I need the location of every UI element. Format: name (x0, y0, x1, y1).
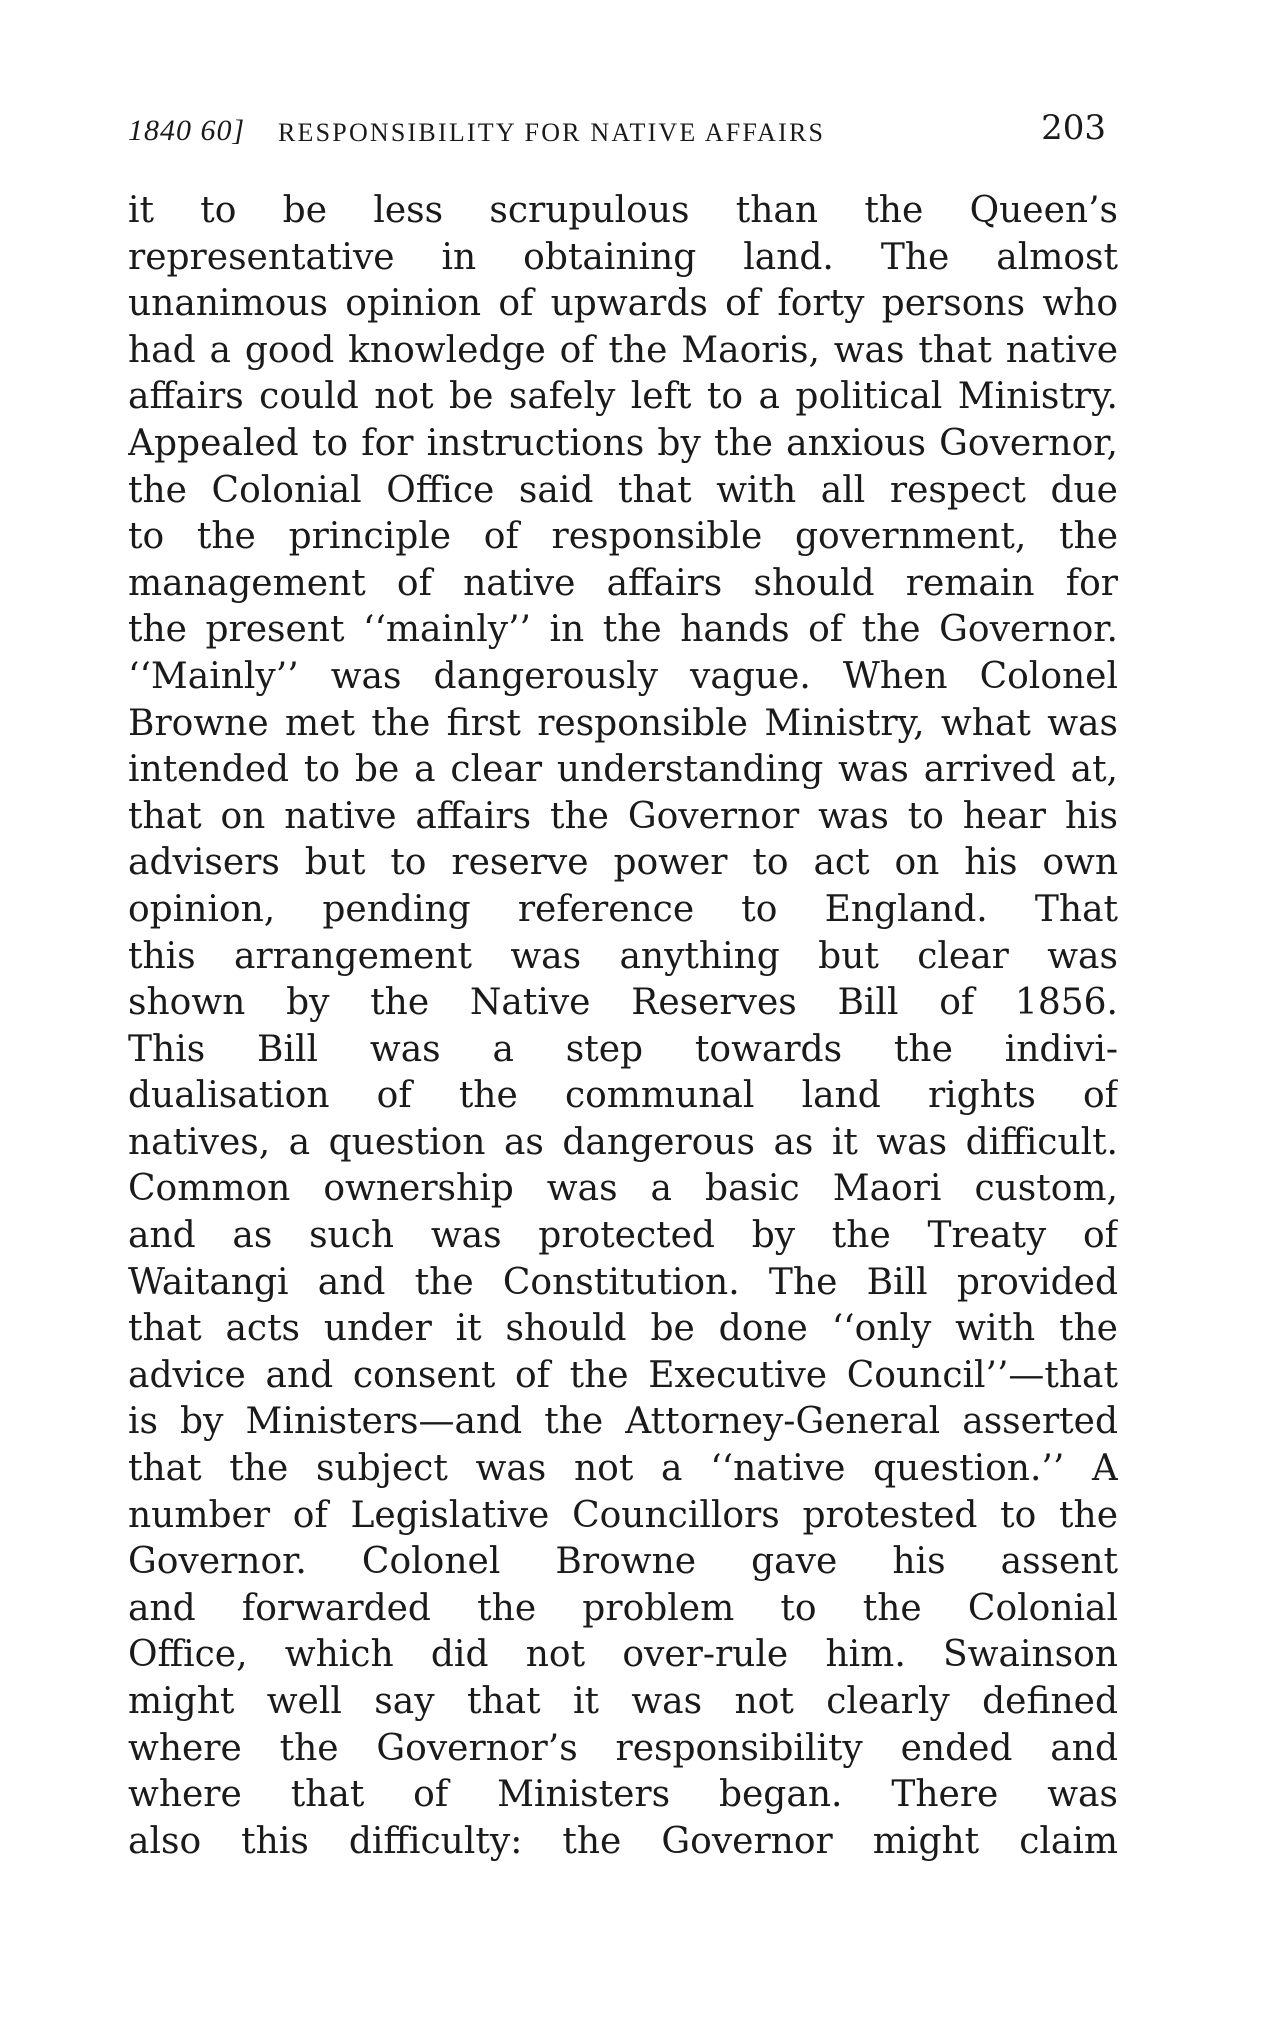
running-head-years: 1840 60] (128, 114, 246, 147)
text-line: number of Legislative Councillors protested to the (128, 1494, 1118, 1536)
text-line: intended to be a clear understanding was arrived at, (128, 749, 1118, 791)
text-line: Common ownership was a basic Maori custom, (128, 1168, 1118, 1210)
text-line: to the principle of responsible government, the (128, 516, 1118, 558)
text-line: Office, which did not over-rule him. Swainson (128, 1634, 1118, 1676)
text-line: this arrangement was anything but clear was (128, 935, 1118, 977)
text-line: and as such was protected by the Treaty of (128, 1215, 1118, 1257)
text-line: that acts under it should be done ‘‘only with the (128, 1308, 1118, 1350)
text-line: unanimous opinion of upwards of forty persons who (128, 283, 1118, 325)
body-text (128, 188, 1118, 1865)
text-line: Waitangi and the Constitution. The Bill provided (128, 1261, 1118, 1303)
page-number: 203 (1041, 108, 1106, 148)
text-line: where the Governor’s responsibility ended and (128, 1727, 1118, 1769)
text-line: it to be less scrupulous than the Queen’s (128, 190, 1118, 231)
text-line: opinion, pending reference to England. That (128, 888, 1118, 930)
text-line: advisers but to reserve power to act on his own (128, 842, 1118, 884)
text-line: Browne met the first responsible Ministry, what was (128, 702, 1118, 744)
text-line: the Colonial Office said that with all respect due (128, 469, 1118, 511)
text-line: affairs could not be safely left to a political Ministry. (128, 376, 1118, 418)
text-line: is by Ministers—and the Attorney-General asserted (128, 1401, 1118, 1443)
text-line: the present ‘‘mainly’’ in the hands of the Governor. (128, 609, 1118, 651)
text-line: advice and consent of the Executive Council’’—that (128, 1354, 1118, 1396)
text-line: also this difficulty: the Governor might claim (128, 1820, 1118, 1862)
text-line: Appealed to for instructions by the anxious Governor, (128, 422, 1118, 464)
text-line: that on native affairs the Governor was to hear his (128, 795, 1118, 837)
running-head-title: RESPONSIBILITY FOR NATIVE AFFAIRS (278, 118, 826, 147)
text-line: Governor. Colonel Browne gave his assent (128, 1541, 1118, 1583)
text-line: that the subject was not a ‘‘native question.’’ A (128, 1448, 1118, 1490)
text-line: management of native affairs should remain for (128, 562, 1118, 604)
text-line: ‘‘Mainly’’ was dangerously vague. When Colonel (128, 655, 1118, 697)
text-line: natives, a question as dangerous as it was difficult. (128, 1121, 1118, 1163)
text-line: dualisation of the communal land rights of (128, 1075, 1118, 1117)
text-line: representative in obtaining land. The almost (128, 236, 1118, 278)
text-line: and forwarded the problem to the Colonial (128, 1587, 1118, 1629)
text-line: where that of Ministers began. There was (128, 1774, 1118, 1816)
text-line: This Bill was a step towards the indivi- (128, 1028, 1118, 1070)
running-head (128, 108, 1118, 152)
text-line: shown by the Native Reserves Bill of 1856. (128, 982, 1118, 1024)
text-line: might well say that it was not clearly defined (128, 1681, 1118, 1722)
text-line: had a good knowledge of the Maoris, was that native (128, 329, 1118, 371)
